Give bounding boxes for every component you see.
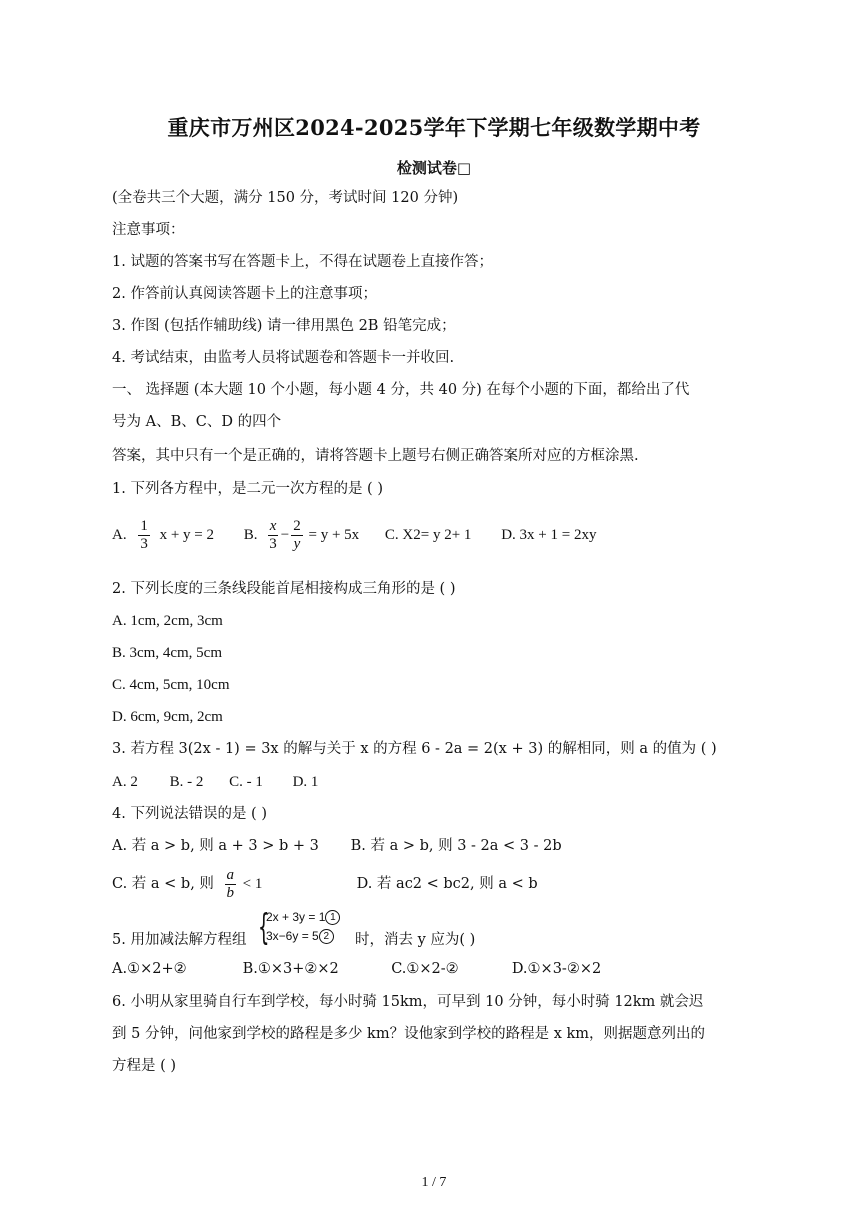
question-6-line: 方程是 ( ) — [112, 1058, 177, 1074]
option-text: C. 若 a < b, 则 — [112, 876, 214, 892]
option-text: < 1 — [242, 876, 263, 892]
option-c: C. - 1 — [229, 774, 263, 790]
option-a: A. 若 a > b, 则 a + 3 > b + 3 — [112, 838, 319, 854]
notice-heading: 注意事项： — [112, 222, 185, 238]
option-a: A. 1cm, 2cm, 3cm — [112, 613, 223, 629]
question-4-stem: 4. 下列说法错误的是 ( ) — [112, 806, 267, 822]
fraction — [291, 518, 303, 553]
denominator: 3 — [140, 536, 148, 553]
question-1-options — [112, 515, 596, 557]
numerator: a — [226, 866, 235, 883]
option-a: A. 2 — [112, 774, 138, 790]
question-3-options — [112, 772, 318, 792]
option-a: A.①×2+② — [112, 961, 187, 977]
minus-sign: − — [280, 527, 290, 543]
question-1-stem: 1. 下列各方程中，是二元一次方程的是 ( ) — [112, 481, 383, 497]
option-label: A. — [112, 527, 127, 543]
numerator: 2 — [293, 518, 301, 535]
notice-item: 1. 试题的答案书写在答题卡上，不得在试题卷上直接作答； — [112, 254, 493, 270]
option-d: D. 6cm, 9cm, 2cm — [112, 709, 223, 725]
denominator: y — [293, 536, 301, 553]
option-c — [112, 862, 352, 906]
notice-item: 2. 作答前认真阅读答题卡上的注意事项； — [112, 286, 377, 302]
page-title: 重庆市万州区2024-2025学年下学期七年级数学期中考 — [167, 115, 701, 140]
option-d: D. 3x + 1 = 2xy — [501, 527, 597, 543]
option-a — [112, 518, 218, 553]
equation-text: 3x−6y = 5 — [266, 929, 319, 943]
section-heading-cont: 号为 A、B、C、D 的四个 — [112, 414, 282, 430]
question-6-line: 6. 小明从家里骑自行车到学校，每小时骑 15km，可早到 10 分钟，每小时骑 12km 就会迟 — [112, 994, 704, 1010]
brace-icon: { — [258, 907, 270, 948]
denominator: b — [226, 884, 235, 901]
question-4-row2 — [112, 862, 538, 906]
denominator: 3 — [269, 536, 277, 553]
option-d: D. 若 ac2 < bc2, 则 a < b — [356, 876, 538, 892]
question-3-stem: 3. 若方程 3(2x - 1) = 3x 的解与关于 x 的方程 6 - 2a = 2(x + 3) 的解相同，则 a 的值为 ( ) — [112, 741, 717, 757]
notice-item: 3. 作图 (包括作辅助线) 请一律用黑色 2B 铅笔完成； — [112, 318, 456, 334]
option-text: = y + 5x — [308, 527, 360, 543]
page-subtitle: 检测试卷□ — [396, 159, 472, 177]
option-b: B. - 2 — [169, 774, 204, 790]
question-6-line: 到 5 分钟，问他家到学校的路程是多少 km？设他家到学校的路程是 x km，则据题意列出的 — [112, 1026, 706, 1042]
numerator: x — [269, 518, 277, 535]
option-text: x + y = 2 — [159, 527, 215, 543]
page-number: 1 / 7 — [421, 1175, 447, 1190]
option-b — [243, 518, 363, 553]
equation-2 — [266, 929, 334, 944]
option-d: D.①×3-②×2 — [511, 961, 602, 977]
circled-number: 1 — [325, 910, 340, 925]
numerator: 1 — [140, 518, 148, 535]
section-heading: 一、 选择题 (本大题 10 个小题，每小题 4 分，共 40 分) 在每个小题的下面，都给出了代 — [112, 382, 690, 398]
option-d: D. 1 — [292, 774, 319, 790]
option-b: B. 若 a > b, 则 3 - 2a < 3 - 2b — [350, 838, 562, 854]
exam-info: (全卷共三个大题，满分 150 分，考试时间 120 分钟) — [112, 190, 459, 206]
option-b: B. 3cm, 4cm, 5cm — [112, 645, 222, 661]
option-b: B.①×3+②×2 — [242, 961, 339, 977]
equation-text: 2x + 3y = 1 — [266, 910, 326, 924]
option-c: C.①×2-② — [391, 961, 459, 977]
fraction — [138, 518, 150, 553]
option-label: B. — [243, 527, 258, 543]
equation-1 — [266, 910, 340, 925]
option-c: C. 4cm, 5cm, 10cm — [112, 677, 230, 693]
question-2-stem: 2. 下列长度的三条线段能首尾相接构成三角形的是 ( ) — [112, 581, 456, 597]
fraction — [225, 867, 237, 902]
section-instructions: 答案，其中只有一个是正确的，请将答题卡上题号右侧正确答案所对应的方框涂黑. — [112, 448, 639, 464]
option-c: C. X2= y 2+ 1 — [384, 527, 472, 543]
question-4-row1 — [112, 836, 562, 856]
question-5-options — [112, 959, 601, 979]
question-5-stem-post: 时，消去 y 应为( ) — [355, 932, 476, 948]
fraction — [267, 518, 279, 553]
notice-item: 4. 考试结束，由监考人员将试题卷和答题卡一并收回. — [112, 350, 455, 366]
circled-number: 2 — [319, 929, 334, 944]
question-5-stem-pre: 5. 用加减法解方程组 — [112, 932, 247, 948]
equation-system — [258, 909, 358, 949]
